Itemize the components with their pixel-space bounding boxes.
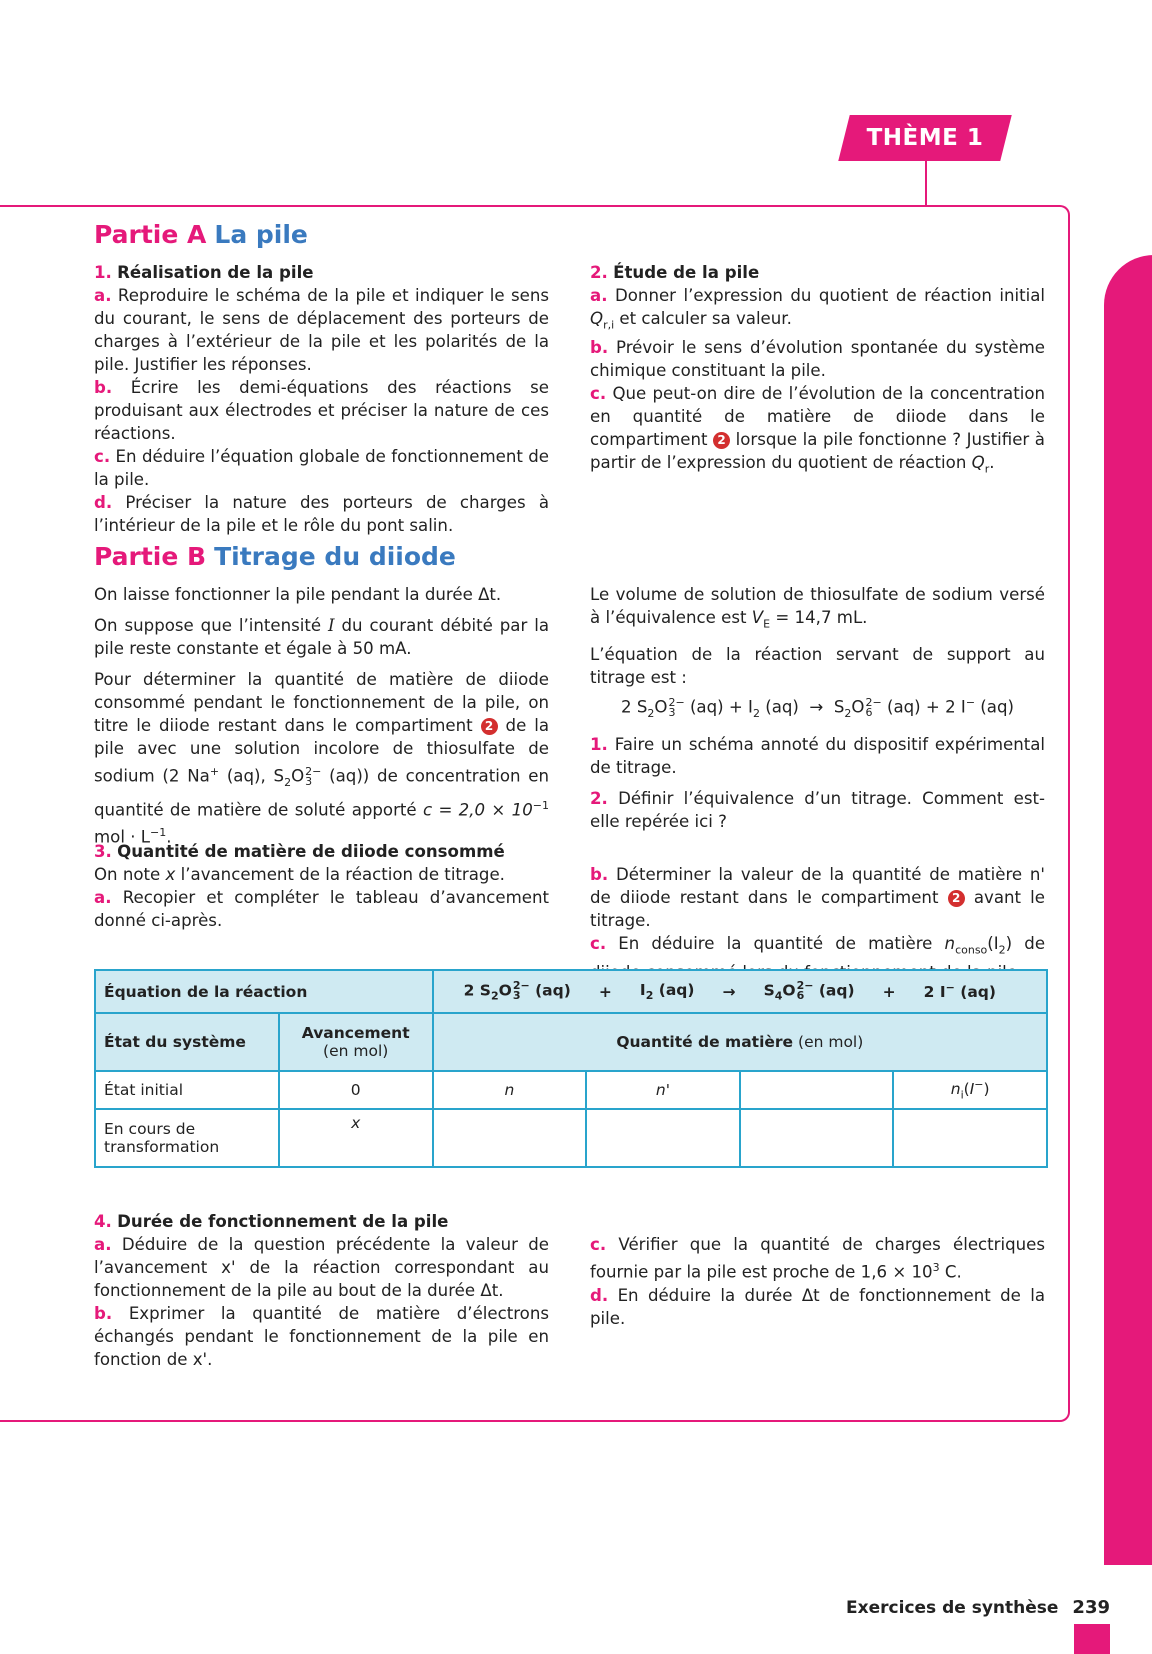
cell-empty bbox=[893, 1109, 1047, 1167]
q3-c: c. En déduire la quantité de matière $n_{conso}(I_2)$ de bbox=[590, 934, 1046, 957]
compartment-2-icon: 2 bbox=[713, 432, 730, 449]
partb-r1: Le volume de solution de thiosulfate de sodium versé à l’équivalence est $V_E = 14,7$ mL. bbox=[590, 585, 1045, 631]
compartment-2-icon: 2 bbox=[481, 718, 498, 735]
cell-empty bbox=[740, 1109, 894, 1167]
q4-b: b. Exprimer la quantité de matière d’électrons échangés pendant le fonctionnement de la pile en fonction de x'. bbox=[94, 1304, 549, 1369]
partie-a-title bbox=[94, 220, 308, 249]
q4-heading: 4. Durée de fonctionnement de la pile bbox=[94, 1212, 449, 1231]
partb-q2: 2. Définir l’équivalence d’un titrage. Comment est-elle repérée ici ? bbox=[590, 789, 1045, 832]
equation-label: Équation de la réaction bbox=[95, 970, 433, 1013]
q3-right-column bbox=[590, 863, 1045, 984]
table-row-transformation bbox=[95, 1109, 1047, 1167]
equation-cell: 2 $S_2O$ 2− 3 (aq) + $I_2$ (aq) → $S_4O$ 2− 6 (aq) + 2 I− (aq) bbox=[433, 970, 1047, 1013]
q2-b: b. Prévoir le sens d’évolution spontanée du système chimique constituant la pile. bbox=[590, 338, 1045, 381]
etat-label: État du système bbox=[95, 1013, 279, 1071]
row-label: État initial bbox=[95, 1071, 279, 1109]
q4-right-column bbox=[590, 1233, 1045, 1330]
quantite-header: Quantité de matière (en mol) bbox=[433, 1013, 1047, 1071]
page-number: 239 bbox=[1072, 1597, 1110, 1618]
table-row-initial bbox=[95, 1071, 1047, 1109]
row-avancement: 0 bbox=[279, 1071, 433, 1109]
partb-p2: On suppose que l’intensité I du courant débité par la pile reste constante et égale à 50 mA. bbox=[94, 616, 549, 658]
table-row-equation bbox=[95, 970, 1047, 1013]
q2-a: a. Donner l’expression du quotient de réaction initial $Q_{r,i}$ et calculer sa valeur. bbox=[590, 286, 1045, 332]
footer-label: Exercices de synthèse bbox=[846, 1598, 1059, 1618]
compartment-2-icon: 2 bbox=[948, 890, 965, 907]
cell-empty bbox=[740, 1071, 894, 1109]
q4-left-column bbox=[94, 1210, 549, 1371]
cell-n: n bbox=[433, 1071, 587, 1109]
q4-a: a. Déduire de la question précédente la valeur de l’avancement x' de la réaction correspondant au fonctionnement de la pile au bout de la durée Δt. bbox=[94, 1235, 550, 1300]
q1-c: c. En déduire l’équation globale de fonctionnement de la pile. bbox=[94, 447, 549, 489]
q3-left-column bbox=[94, 840, 549, 932]
q4-d: d. En déduire la durée Δt de fonctionnement de la pile. bbox=[590, 1285, 1045, 1328]
cell-n-prime: n' bbox=[586, 1071, 740, 1109]
q3-a: a. Recopier et compléter le tableau d’avancement donné ci-après. bbox=[94, 888, 550, 930]
partie-b-left-column bbox=[94, 583, 549, 857]
q3-heading: 3. Quantité de matière de diiode consommé bbox=[94, 842, 505, 861]
avancement-table bbox=[94, 969, 1048, 1168]
partb-q1: 1. Faire un schéma annoté du dispositif expérimental de titrage. bbox=[590, 735, 1046, 778]
partie-b-right-column bbox=[590, 583, 1045, 841]
partie-a-name: La pile bbox=[214, 220, 308, 249]
cell-empty bbox=[433, 1109, 587, 1167]
avancement-header: Avancement (en mol) bbox=[279, 1013, 433, 1071]
cell-empty bbox=[586, 1109, 740, 1167]
q1-b: b. Écrire les demi-équations des réactions se produisant aux électrodes et préciser la nature de ces réactions. bbox=[94, 378, 549, 443]
q2-heading: 2. Étude de la pile bbox=[590, 263, 760, 282]
partie-b-prefix: Partie B bbox=[94, 542, 207, 571]
cell-ni: $n_i(I^-)$ bbox=[893, 1071, 1047, 1109]
q4-c: c. Vérifier que la quantité de charges électriques fournie par la pile est proche de $1,6 \times 10^3$ C. bbox=[590, 1235, 1045, 1282]
titration-equation: 2 $S_2O$ 2− 3 $(aq) + I_2$ $(aq) \to S_2O$ 2− 6 (aq) + 2 I− (aq) bbox=[621, 696, 1014, 721]
q1-a: a. Reproduire le schéma de la pile et indiquer le sens du courant, le sens de déplacement des porteurs de charges à l’extérieur de la pile et les polarités de la pile. Justifier les réponses. bbox=[94, 286, 550, 374]
q1-heading: 1. Réalisation de la pile bbox=[94, 263, 314, 282]
page-footer bbox=[846, 1597, 1110, 1618]
q3-intro: On note x l’avancement de la réaction de titrage. bbox=[94, 865, 505, 884]
row-avancement: x bbox=[279, 1109, 433, 1167]
q1-d: d. Préciser la nature des porteurs de charges à l’intérieur de la pile et le rôle du pont salin. bbox=[94, 493, 549, 535]
side-tab bbox=[1104, 255, 1152, 1565]
q2-c: c. Que peut-on dire de l’évolution de la concentration en quantité de matière de diiode dans le compartiment 2 lorsque la pile fonctionne ? Justifier à partir de l’expression du quotient de réaction $Q_r$. bbox=[590, 384, 1045, 476]
partie-b-title bbox=[94, 542, 456, 571]
partb-p1: On laisse fonctionner la pile pendant la durée Δt. bbox=[94, 585, 502, 604]
partb-r2: L’équation de la réaction servant de support au titrage est : bbox=[590, 645, 1045, 688]
footer-block bbox=[1074, 1624, 1110, 1654]
row-label: En cours de transformation bbox=[95, 1109, 279, 1167]
partb-p3: Pour déterminer la quantité de matière de diiode consommé pendant le fonctionnement de la pile, on titre le diiode restant dans le compartiment 2 de la pile avec une solution incolore de thiosulfate de sodium (2 Na+ (aq), $S_2O$ 2− 3 (aq)) de concentration en quantité de matière de soluté apporté $c = 2,0 \times 10^{-1}$ mol · $L^{-1}$. bbox=[94, 670, 550, 847]
table-row-header bbox=[95, 1013, 1047, 1071]
partie-a-prefix: Partie A bbox=[94, 220, 207, 249]
partie-a-left-column bbox=[94, 261, 549, 537]
theme-connector bbox=[925, 161, 927, 206]
q3-b: b. Déterminer la valeur de la quantité de matière n' de diiode restant dans le compartiment 2 avant le titrage. bbox=[590, 865, 1046, 930]
partie-a-right-column bbox=[590, 261, 1045, 481]
theme-label: THÈME 1 bbox=[866, 125, 984, 151]
partie-b-name: Titrage du diiode bbox=[214, 542, 456, 571]
